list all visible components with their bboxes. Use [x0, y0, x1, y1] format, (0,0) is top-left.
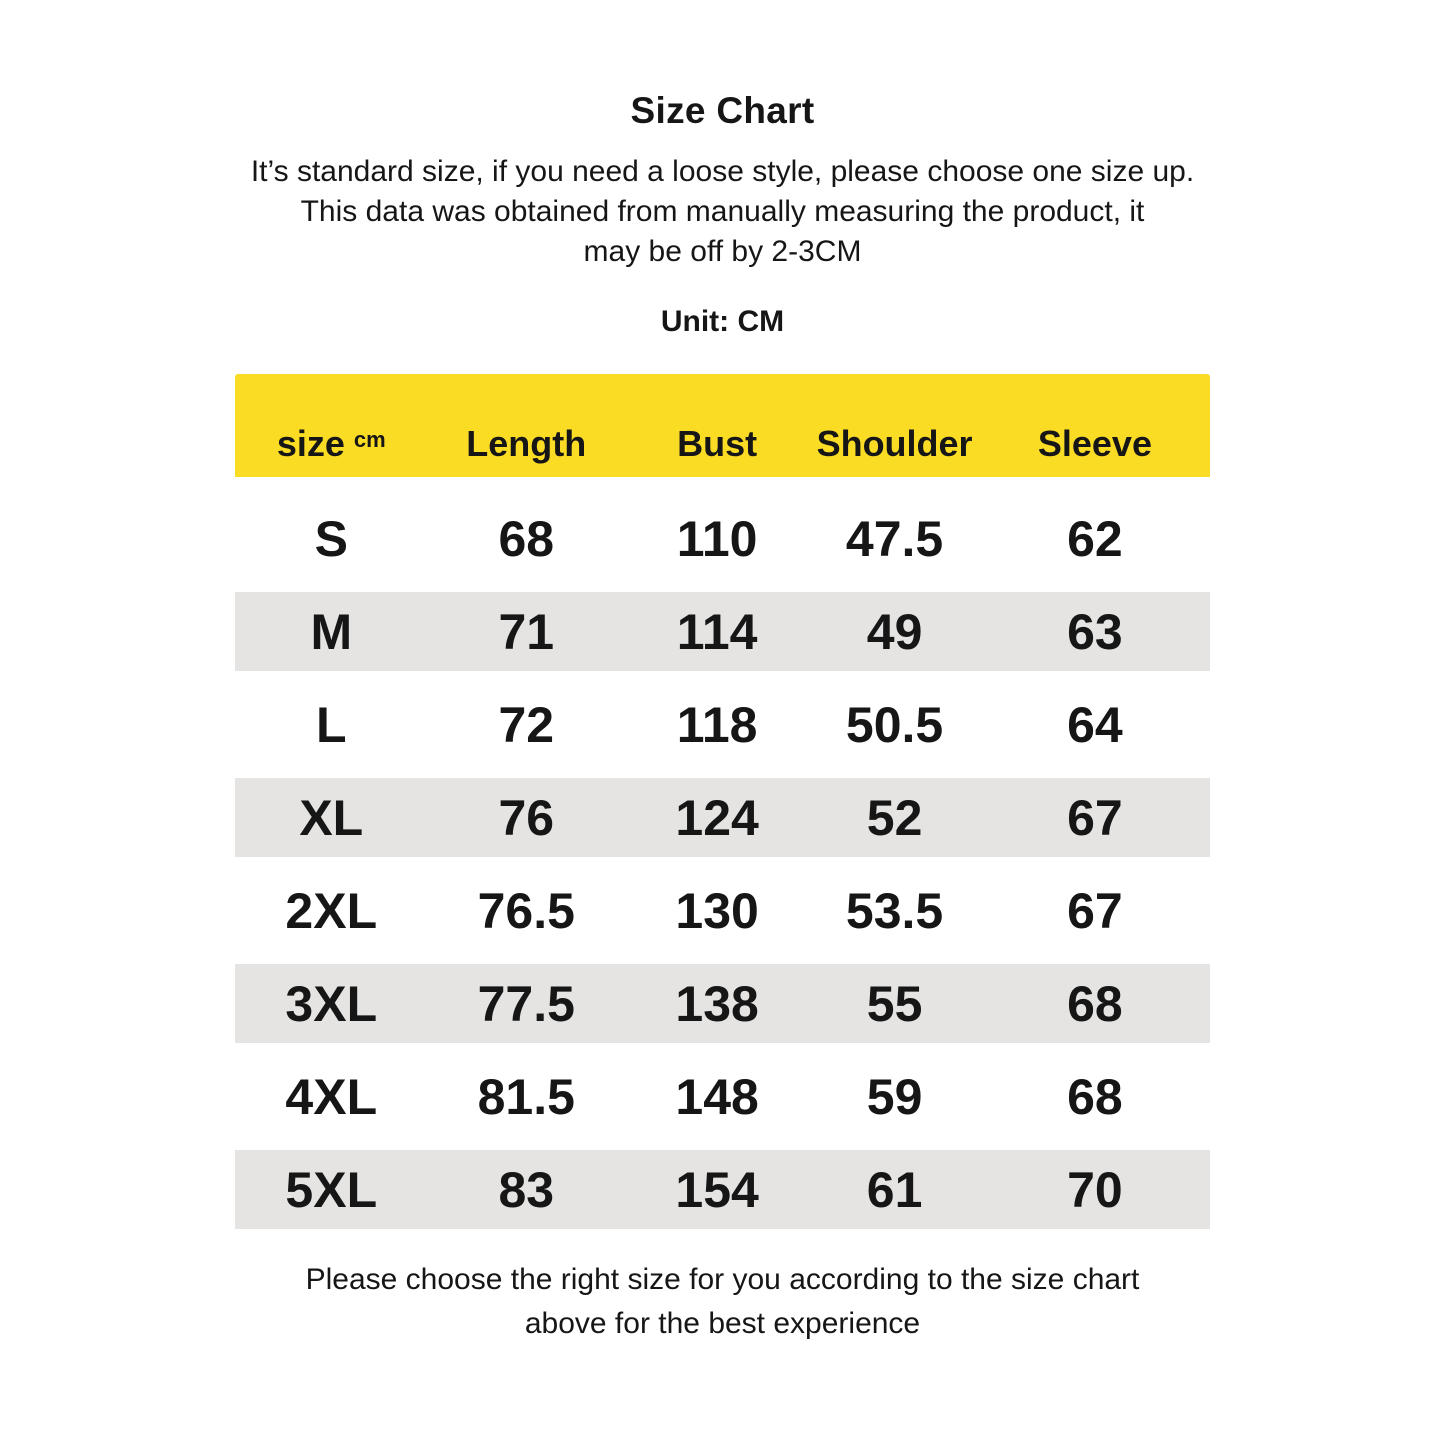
table-row-s: [235, 492, 1210, 585]
size-header-label: size: [276, 423, 345, 464]
cell-sleeve: 70: [1067, 1161, 1123, 1218]
table-row-4xl: [235, 1050, 1210, 1143]
table-row-5xl: [235, 1143, 1210, 1236]
cell-size: XL: [299, 789, 364, 846]
footer-note-line: Please choose the right size for you according to the size chart: [305, 1263, 1140, 1296]
column-header-shoulder: Shoulder: [816, 423, 973, 464]
size-table: [235, 374, 1210, 1236]
cell-length: 81.5: [477, 1068, 575, 1125]
table-row-xl: [235, 771, 1210, 864]
cell-length: 72: [498, 696, 555, 753]
table-header-row: [235, 374, 1210, 477]
cell-shoulder: 52: [866, 789, 923, 846]
cell-shoulder: 59: [866, 1068, 923, 1125]
cell-sleeve: 67: [1067, 789, 1123, 846]
cell-sleeve: 63: [1067, 603, 1123, 660]
cell-length: 68: [498, 510, 555, 567]
cell-size: 5XL: [285, 1161, 378, 1218]
column-header-sleeve: Sleeve: [1037, 423, 1152, 464]
cell-size: 2XL: [285, 882, 378, 939]
column-header-size: [235, 423, 428, 477]
cell-shoulder: 55: [866, 975, 923, 1032]
cell-shoulder: 50.5: [845, 696, 944, 753]
cell-size: 3XL: [285, 975, 378, 1032]
cell-size: M: [310, 603, 353, 660]
cell-sleeve: 68: [1067, 975, 1123, 1032]
cell-sleeve: 67: [1067, 882, 1123, 939]
unit-label: Unit: CM: [660, 305, 785, 338]
cell-bust: 154: [675, 1161, 759, 1218]
cell-shoulder: 61: [866, 1161, 923, 1218]
page-title: Size Chart: [630, 90, 815, 131]
cell-bust: 110: [676, 510, 758, 567]
cell-bust: 148: [675, 1068, 759, 1125]
cell-size: S: [314, 510, 348, 567]
cell-bust: 114: [676, 603, 758, 660]
table-row-2xl: [235, 864, 1210, 957]
subtitle-line: It’s standard size, if you need a loose style, please choose one size up.: [250, 155, 1195, 188]
cell-length: 71: [498, 603, 555, 660]
column-header-bust: Bust: [677, 423, 758, 464]
cell-length: 76: [498, 789, 555, 846]
cell-sleeve: 68: [1067, 1068, 1123, 1125]
cell-shoulder: 49: [866, 603, 923, 660]
cell-length: 83: [498, 1161, 555, 1218]
cell-bust: 138: [675, 975, 759, 1032]
cell-sleeve: 64: [1067, 696, 1123, 753]
cell-bust: 124: [675, 789, 759, 846]
column-header-length: Length: [466, 423, 587, 464]
subtitle: [0, 152, 1445, 272]
subtitle-line: may be off by 2-3CM: [583, 235, 862, 268]
cell-shoulder: 47.5: [845, 510, 944, 567]
cell-length: 76.5: [477, 882, 575, 939]
table-row-m: [235, 585, 1210, 678]
cell-size: 4XL: [285, 1068, 378, 1125]
footer-note: [0, 1258, 1445, 1346]
table-body: [235, 477, 1210, 1236]
cell-size: L: [316, 696, 347, 753]
size-chart-page: [0, 90, 1445, 1445]
cell-sleeve: 62: [1067, 510, 1123, 567]
size-header-unit: cm: [353, 427, 386, 452]
table-row-3xl: [235, 957, 1210, 1050]
cell-shoulder: 53.5: [845, 882, 944, 939]
cell-length: 77.5: [477, 975, 575, 1032]
footer-note-line: above for the best experience: [524, 1307, 921, 1340]
cell-bust: 130: [675, 882, 759, 939]
subtitle-line: This data was obtained from manually measuring the product, it: [300, 195, 1145, 228]
table-row-l: [235, 678, 1210, 771]
cell-bust: 118: [676, 696, 758, 753]
